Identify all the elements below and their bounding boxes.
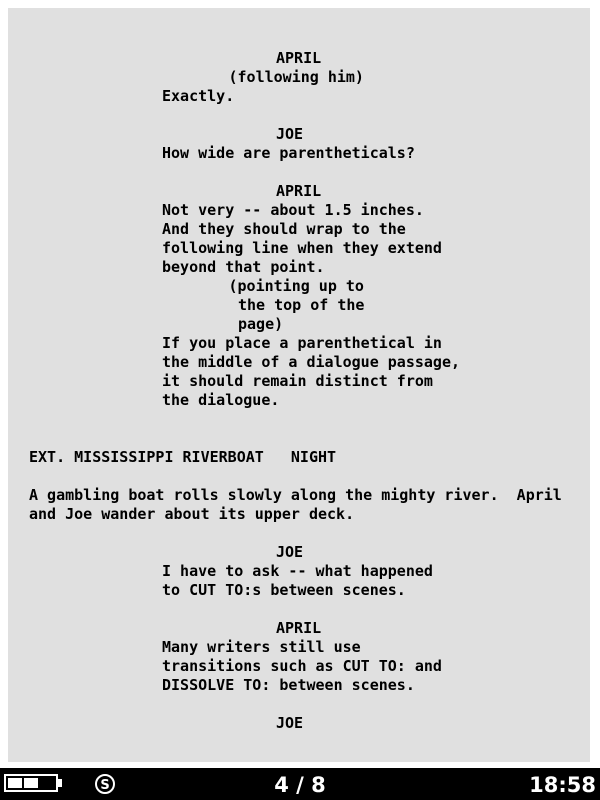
script-line: following line when they extend xyxy=(162,239,442,257)
script-line: APRIL xyxy=(276,182,322,200)
script-line: If you place a parenthetical in xyxy=(162,334,442,352)
script-line: to CUT TO:s between scenes. xyxy=(162,581,406,599)
sync-s-icon[interactable] xyxy=(94,773,116,795)
script-line: How wide are parentheticals? xyxy=(162,144,415,162)
battery-cell xyxy=(8,778,22,788)
script-line: the top of the xyxy=(238,296,365,314)
document-page[interactable] xyxy=(8,8,590,762)
script-line: JOE xyxy=(276,714,304,732)
script-line: I have to ask -- what happened xyxy=(162,562,433,580)
script-line: APRIL xyxy=(276,619,322,637)
script-line: (pointing up to xyxy=(228,277,364,295)
battery-cell xyxy=(40,778,54,788)
script-line: JOE xyxy=(276,125,304,143)
battery-icon xyxy=(4,774,58,792)
script-line: the middle of a dialogue passage, xyxy=(162,353,461,371)
script-line: Not very -- about 1.5 inches. xyxy=(162,201,424,219)
script-line: and Joe wander about its upper deck. xyxy=(29,505,355,523)
script-line: DISSOLVE TO: between scenes. xyxy=(162,676,415,694)
script-line: (following him) xyxy=(228,68,364,86)
script-line: EXT. MISSISSIPPI RIVERBOAT NIGHT xyxy=(29,448,337,466)
script-line: A gambling boat rolls slowly along the mighty river. April xyxy=(29,486,562,504)
script-line: Exactly. xyxy=(162,87,235,105)
battery-tip xyxy=(58,779,62,787)
script-line: it should remain distinct from xyxy=(162,372,433,390)
screenplay-text xyxy=(8,8,590,762)
script-line: JOE xyxy=(276,543,304,561)
clock: 18:58 xyxy=(529,773,596,797)
script-line: transitions such as CUT TO: and xyxy=(162,657,442,675)
script-line: the dialogue. xyxy=(162,391,280,409)
script-line: APRIL xyxy=(276,49,322,67)
page-counter[interactable]: 4 / 8 xyxy=(274,773,326,797)
status-bar xyxy=(0,768,600,800)
script-line: beyond that point. xyxy=(162,258,325,276)
battery-cell xyxy=(24,778,38,788)
script-line: page) xyxy=(238,315,284,333)
svg-text:S: S xyxy=(100,778,110,793)
script-line: Many writers still use xyxy=(162,638,361,656)
script-line: And they should wrap to the xyxy=(162,220,406,238)
